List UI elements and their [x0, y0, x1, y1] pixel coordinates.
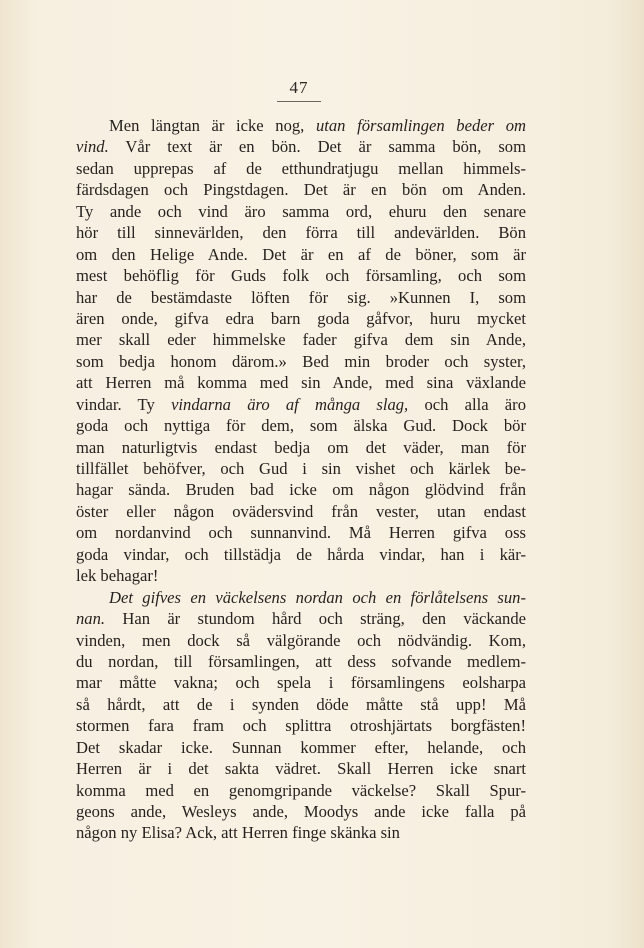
text-run: Herren är i det sakta vädret. Skall Herren icke snart: [76, 759, 526, 779]
text-run: om nordanvind och sunnanvind. Må Herren gifva oss: [76, 523, 526, 543]
italic-text-run: utan församlingen beder om: [315, 116, 526, 135]
text-line: [76, 458, 526, 479]
text-line: [76, 265, 526, 286]
text-line: [76, 308, 526, 329]
text-run: Han är stundom hård och sträng, den väckande: [105, 609, 526, 629]
text-run: vindar. Ty: [76, 394, 172, 414]
text-run: geons ande, Wesleys ande, Moodys ande icke falla på: [76, 802, 526, 821]
text-run: någon ny Elisa? Ack, att Herren finge skänka sin: [76, 823, 400, 843]
text-line: [76, 737, 526, 758]
text-run: Vår text är en bön. Det är samma bön, som: [108, 137, 526, 157]
text-line: [76, 565, 526, 586]
text-line: [76, 287, 526, 308]
text-run: så hårdt, att de i synden döde måtte stå upp! Må: [76, 694, 526, 714]
text-run: sedan upprepas af de etthundratjugu mellan himmels-: [76, 158, 526, 178]
text-line: [76, 201, 526, 222]
text-run: mar måtte vakna; och spela i församlingens eolsharpa: [76, 673, 526, 693]
text-run: som bedja honom därom.» Bed min broder och syster,: [76, 351, 526, 371]
body-text: [76, 115, 526, 844]
text-run: färdsdagen och Pingstdagen. Det är en bön om Anden.: [76, 180, 526, 200]
page-number-rule: [277, 101, 321, 102]
text-line: [76, 630, 526, 651]
text-line: [76, 479, 526, 500]
text-line: [76, 522, 526, 543]
text-run: Ty ande och vind äro samma ord, ehuru den senare: [76, 201, 526, 221]
text-run: goda och nyttiga för dem, som älska Gud. Dock bör: [76, 416, 526, 436]
text-run: mer skall eder himmelske fader gifva dem sin Ande,: [76, 330, 526, 350]
text-line: [76, 437, 526, 458]
text-line: [76, 179, 526, 200]
text-run: tillfället behöfver, och Gud i sin vishet och kärlek be-: [76, 459, 526, 478]
text-run: Det skadar icke. Sunnan kommer efter, helande, och: [76, 737, 526, 757]
text-run: du nordan, till församlingen, att dess sofvande medlem-: [76, 651, 526, 671]
text-line: [76, 544, 526, 565]
text-line: [76, 587, 526, 608]
page-number: 47: [289, 78, 309, 97]
text-line: [76, 672, 526, 693]
text-line: [76, 694, 526, 715]
text-line: [76, 158, 526, 179]
text-run: har de bestämdaste löften för sig. »Kunnen I, som: [76, 287, 526, 307]
italic-text-run: nan.: [76, 609, 106, 629]
text-run: hagar sända. Bruden bad icke om någon glödvind från: [76, 480, 526, 500]
text-run: öster eller någon ovädersvind från vester, utan endast: [76, 501, 526, 521]
text-line: [76, 758, 526, 779]
text-line: [76, 372, 526, 393]
text-run: mest behöflig för Guds folk och församling, och som: [76, 266, 526, 286]
text-line: [76, 822, 526, 843]
text-run: och alla äro: [408, 394, 526, 414]
text-line: [76, 415, 526, 436]
text-run: hör till sinnevärlden, den förra till andevärlden. Bön: [76, 223, 526, 243]
text-run: goda vindar, och tillstädja de hårda vindar, han i kär-: [76, 544, 526, 564]
text-run: lek behagar!: [76, 566, 159, 586]
italic-text-run: Det gifves en väckelsens nordan och en förlåtelsens sun-: [109, 587, 526, 607]
text-line: [76, 329, 526, 350]
text-line: [76, 608, 526, 629]
text-line: [76, 651, 526, 672]
italic-text-run: vindarna äro af många slag,: [171, 394, 409, 414]
text-run: att Herren må komma med sin Ande, med sina växlande: [76, 373, 526, 393]
text-run: vinden, men dock så välgörande och nödvändig. Kom,: [76, 630, 526, 650]
text-run: stormen fara fram och splittra otroshjärtats borgfästen!: [76, 716, 526, 736]
text-line: [76, 351, 526, 372]
text-line: [76, 715, 526, 736]
text-line: [76, 501, 526, 522]
text-line: [76, 394, 526, 415]
text-run: ären onde, gifva edra barn goda gåfvor, huru mycket: [76, 308, 526, 328]
text-line: [76, 115, 526, 136]
italic-text-run: vind.: [76, 137, 109, 157]
text-run: om den Helige Ande. Det är en af de böner, som är: [76, 244, 526, 264]
text-line: [76, 244, 526, 265]
text-run: Men längtan är icke nog,: [109, 116, 316, 135]
text-run: komma med en genomgripande väckelse? Skall Spur-: [76, 780, 526, 800]
text-run: man naturligtvis endast bedja om det väder, man för: [76, 437, 526, 457]
text-line: [76, 136, 526, 157]
text-line: [76, 801, 526, 822]
text-line: [76, 780, 526, 801]
text-line: [76, 222, 526, 243]
